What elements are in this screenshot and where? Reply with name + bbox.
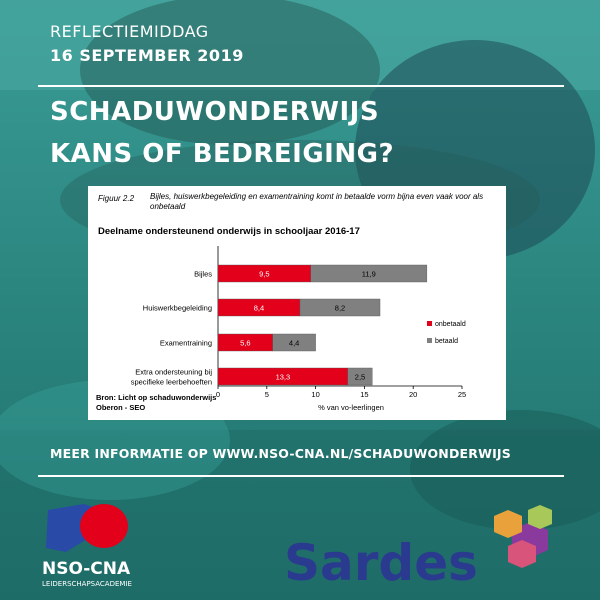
figure-label: Figuur 2.2 <box>98 194 135 203</box>
nso-logo-subtitle: LEIDERSCHAPSACADEMIE <box>42 580 132 588</box>
chart-card <box>88 186 506 420</box>
figure-caption: Bijles, huiswerkbegeleiding en examentraining komt in betaalde vorm bijna even vaak voor als onbetaald <box>150 192 484 211</box>
page-title-line1: SCHADUWONDERWIJS <box>50 97 380 127</box>
bar-value-label: 5,6 <box>240 338 251 348</box>
sardes-cube-icon <box>494 505 552 568</box>
bar-value-label: 9,5 <box>259 269 270 279</box>
x-axis-label: % van vo-leerlingen <box>318 403 384 412</box>
category-label: Examentraining <box>159 338 212 348</box>
legend <box>427 321 466 345</box>
x-tick-label: 25 <box>457 390 467 399</box>
legend-label-unpaid: onbetaald <box>435 321 466 328</box>
chart-title: Deelname ondersteunend onderwijs in schooljaar 2016-17 <box>98 226 360 237</box>
x-tick-label: 0 <box>215 390 221 399</box>
nso-logo-red-shape <box>80 504 128 548</box>
sardes-logo <box>280 500 580 596</box>
bar-value-label: 13,3 <box>275 372 291 382</box>
x-tick-label: 20 <box>409 390 418 399</box>
divider-top <box>38 85 564 87</box>
info-link-text: MEER INFORMATIE OP WWW.NSO-CNA.NL/SCHADUWONDERWIJS <box>50 446 511 461</box>
source-line-1: Bron: Licht op schaduwonderwijs <box>96 393 217 402</box>
legend-label-paid: betaald <box>435 338 458 345</box>
nso-logo-name: NSO-CNA <box>42 559 131 579</box>
x-tick-label: 5 <box>264 390 269 399</box>
sardes-logo-text: Sardes <box>284 534 478 592</box>
page-title-line2: KANS OF BEDREIGING? <box>50 139 395 169</box>
bar-value-label: 8,4 <box>253 303 265 313</box>
bar-value-label: 4,4 <box>288 338 300 348</box>
category-label: Bijles <box>194 269 212 279</box>
x-tick-label: 10 <box>311 390 320 399</box>
bar-value-label: 8,2 <box>334 303 346 313</box>
category-label: Extra ondersteuning bij specifieke leerbehoeften <box>130 367 212 387</box>
legend-swatch-unpaid <box>427 321 432 326</box>
category-label: Huiswerkbegeleiding <box>142 303 212 313</box>
divider-bottom <box>38 475 564 477</box>
nso-cna-logo <box>40 496 170 592</box>
chart <box>88 186 506 420</box>
event-label: REFLECTIEMIDDAG <box>50 22 209 41</box>
legend-swatch-paid <box>427 338 432 343</box>
source-line-2: Oberon - SEO <box>96 403 146 412</box>
event-date: 16 SEPTEMBER 2019 <box>50 46 244 65</box>
bar-value-label: 2,5 <box>354 372 366 382</box>
bar-value-label: 11,9 <box>361 269 376 279</box>
x-tick-label: 15 <box>360 390 369 399</box>
